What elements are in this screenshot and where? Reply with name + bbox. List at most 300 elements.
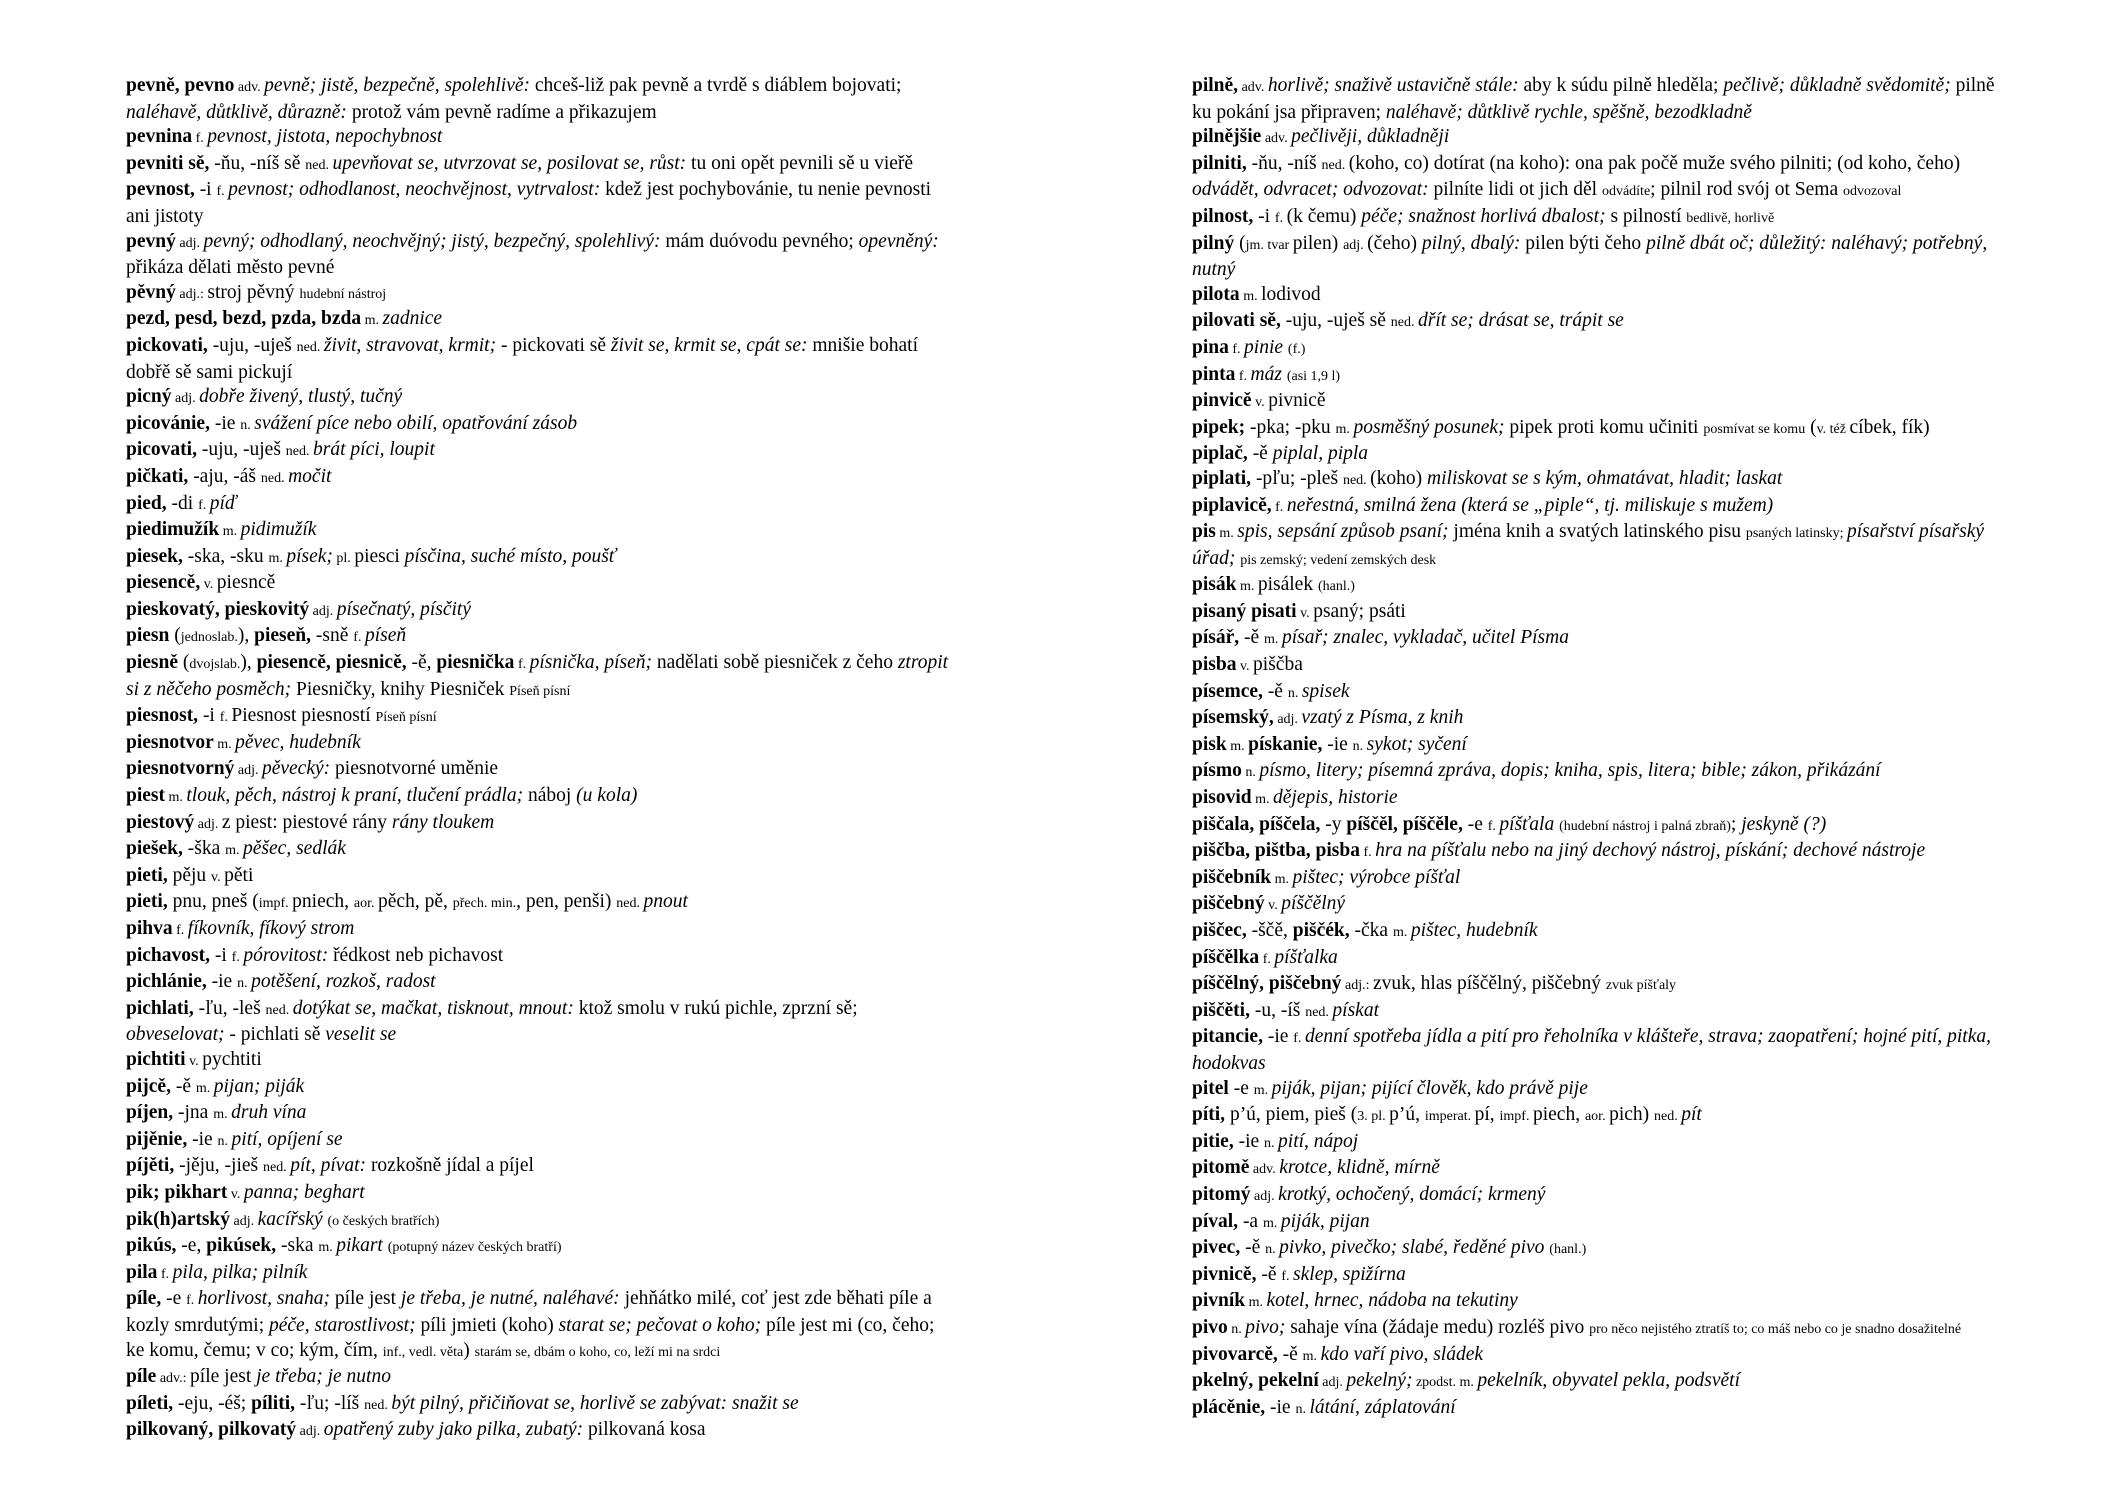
definition: pití, nápoj (1278, 1130, 1359, 1152)
headword: pilniti, (1192, 152, 1247, 174)
definition: denní spotřeba jídla a pití pro řeholníka v klášteře, strava; zaopatření; hojné pití, pitka, hodokvas (1192, 1026, 1992, 1074)
grammar-note: psaných latinsky; (1745, 526, 1847, 542)
headword: pilota (1192, 283, 1240, 305)
headword: pilně, (1192, 75, 1239, 96)
definition: píščělný (1281, 893, 1346, 915)
definition: svážení píce nebo obilí, opatřování zásob (254, 412, 578, 434)
headword: piščba, pištba, pisba (1192, 840, 1360, 862)
dictionary-entry (126, 1208, 954, 1235)
entry-text: -uju, -uješ (207, 334, 297, 356)
dictionary-entry (126, 334, 954, 385)
headword: pickovati, (126, 334, 208, 356)
entry-text: -ě (1239, 627, 1265, 649)
definition: zadnice (382, 308, 443, 330)
dictionary-entry (126, 1075, 954, 1102)
definition: pila, pilka; pilník (172, 1261, 308, 1283)
dictionary-entry (1192, 74, 2014, 125)
grammar-note: n. (1227, 1321, 1246, 1337)
grammar-note: m. (1302, 1348, 1321, 1364)
grammar-note: n. (217, 1133, 232, 1149)
definition: naléhavě, důtklivě, důrazně: (126, 101, 347, 123)
grammar-note: impf. (1499, 1109, 1533, 1125)
entry-text: -ľu, -leš (193, 997, 266, 1019)
definition: druh vína (231, 1102, 307, 1124)
definition: horlivě; snaživě ustavičně stále: (1267, 75, 1519, 96)
grammar-note: adj. (175, 235, 204, 251)
headword: piesně (126, 652, 179, 674)
entry-text: aby k súdu pilně hleděla; (1518, 75, 1724, 96)
entry-text: pipek proti komu učiniti (1504, 416, 1704, 438)
grammar-note: adj.: (1341, 978, 1374, 994)
dictionary-entry (126, 281, 954, 308)
entry-text: pisálek (1257, 574, 1318, 596)
entry-text: piesncě (216, 572, 276, 594)
grammar-note: impf. (258, 896, 293, 912)
grammar-note: m. (1251, 792, 1274, 808)
grammar-note: n. (1264, 1135, 1279, 1151)
entry-text: -ie (1265, 1396, 1296, 1418)
entry-text: pilníte lidi ot jich děl (1428, 179, 1602, 201)
grammar-note: f. (1274, 210, 1287, 226)
headword: písemský, (1192, 707, 1274, 729)
dictionary-entry (1192, 1210, 2014, 1237)
grammar-note: adv. (1238, 80, 1268, 95)
entry-text: ( (178, 652, 190, 674)
grammar-note: m. (225, 843, 244, 859)
headword: píle (126, 1366, 157, 1388)
definition: vzatý z Písma, z knih (1301, 707, 1464, 729)
entry-text: zvuk, hlas píščělný, piščebný (1373, 973, 1606, 995)
definition: pěvec, hudebník (235, 731, 361, 753)
entry-text: z piest: piestové rány (221, 811, 392, 833)
definition: pevně; jistě, bezpečně, spolehlivě: (264, 75, 531, 96)
definition: pekelník, obyvatel pekla, podsvětí (1477, 1370, 1740, 1392)
entry-text: chceš-liž pak pevně a tvrdě s diáblem bojovati; (530, 75, 902, 96)
definition: pevný; odhodlaný, neochvějný; jistý, bezpečný, spolehlivý: (203, 230, 661, 252)
headword: píščělný, piščebný (1192, 973, 1342, 995)
definition: spis, sepsání způsob psaní; (1237, 521, 1449, 543)
definition: kacířský (257, 1208, 323, 1230)
grammar-note: ned. (1390, 315, 1418, 331)
grammar-note: f. (1228, 341, 1245, 357)
grammar-note: hudební nástroj (299, 286, 387, 302)
dictionary-entry (1192, 706, 2014, 733)
headword: piščala, píščela, (1192, 813, 1321, 835)
entry-text: s pilností (1605, 205, 1687, 227)
grammar-note: n. (1295, 1401, 1310, 1417)
headword: pivo (1192, 1316, 1228, 1338)
definition: pěvecký: (261, 758, 331, 780)
dictionary-entry (126, 1154, 954, 1181)
entry-text: přikáza dělati město pevné (126, 257, 335, 279)
grammar-note: ned. (265, 1002, 293, 1018)
entry-text: -aju, -áš (188, 465, 261, 487)
grammar-note: imperat. (1424, 1109, 1475, 1125)
grammar-note: adj. (296, 1424, 324, 1440)
entry-text: -a (1238, 1210, 1263, 1232)
entry-text: piech, (1532, 1104, 1585, 1126)
entry-text: -eju, -éš; (173, 1392, 252, 1414)
headword: piesencě, (126, 572, 201, 594)
dictionary-entry (1192, 759, 2014, 786)
headword: pilkovaný, pilkovatý (126, 1419, 297, 1441)
grammar-note: ned. (616, 896, 644, 912)
headword: piest (126, 785, 165, 807)
entry-text: ; (1730, 813, 1742, 835)
headword: piščěti, (1192, 999, 1250, 1021)
dictionary-entry (126, 518, 954, 545)
entry-text: -e (1462, 813, 1488, 835)
grammar-note: m. (318, 1240, 337, 1256)
dictionary-entry (126, 1418, 954, 1445)
dictionary-entry (126, 178, 954, 229)
definition: pilný, dbalý: (1421, 232, 1521, 254)
dictionary-entry (126, 704, 954, 731)
headword: piedimužík (126, 519, 220, 541)
grammar-note: (f.) (1287, 341, 1306, 357)
headword: pilovati sě, (1192, 310, 1281, 332)
headword: pinvicě (1192, 390, 1252, 412)
grammar-note: odvádíte (1601, 184, 1651, 200)
headword: písář, (1192, 627, 1240, 649)
dictionary-entry (1192, 573, 2014, 600)
headword: pinta (1192, 363, 1236, 385)
right-column (1192, 74, 2014, 1422)
grammar-note: f. (1235, 368, 1251, 384)
headword: pivník (1192, 1290, 1246, 1312)
entry-text: sahaje vína (žádaje medu) rozléš pivo (1285, 1316, 1590, 1338)
dictionary-entry (1192, 946, 2014, 973)
dictionary-entry (1192, 1369, 2014, 1396)
grammar-note: přech. min. (452, 896, 517, 912)
grammar-note: m. (1239, 288, 1262, 304)
dictionary-entry (1192, 232, 2014, 283)
definition: piják, pijan; pijící člověk, kdo právě pije (1271, 1077, 1588, 1099)
entry-text: piesnotvorné uměnie (330, 758, 499, 780)
headword: píliti, (251, 1392, 295, 1414)
dictionary-entry (126, 784, 954, 811)
grammar-note: ned. (1321, 157, 1349, 173)
entry-text: -jna (173, 1102, 214, 1124)
headword: piešek, (126, 838, 183, 860)
grammar-note: adj. (194, 816, 222, 832)
definition: pít (1681, 1104, 1702, 1126)
definition: pinie (1244, 336, 1284, 358)
dictionary-entry (126, 545, 954, 572)
grammar-note: v. (211, 869, 225, 885)
headword: pilnost, (1192, 205, 1254, 227)
headword: pilnějšie (1192, 126, 1262, 148)
entry-text: -y (1320, 813, 1347, 835)
dictionary-entry (1192, 1316, 2014, 1343)
headword: píle, (126, 1288, 162, 1310)
grammar-note: adj. (171, 391, 200, 407)
definition: rány tloukem (391, 811, 495, 833)
definition: kdo vaří pivo, sládek (1320, 1343, 1484, 1365)
grammar-note: posmívat se komu (1703, 421, 1806, 437)
entry-text: -pka; -pku (1245, 416, 1336, 438)
headword: piјěnie, (126, 1128, 188, 1150)
definition: máz (1250, 363, 1282, 385)
grammar-note: m. (361, 313, 383, 329)
headword: picovati, (126, 439, 197, 461)
grammar-note: m. (1245, 1295, 1267, 1311)
dictionary-entry (1192, 892, 2014, 919)
headword: piestový (126, 811, 195, 833)
headword: pičkati, (126, 465, 189, 487)
dictionary-entry (1192, 389, 2014, 416)
dictionary-entry (126, 74, 954, 125)
definition: péče; snažnost horlivá dbalost; (1361, 205, 1606, 227)
entry-text: -ľu; -líš (295, 1392, 365, 1414)
entry-text: pilně ku pokání jsa připraven; (1192, 75, 1995, 123)
definition: písečnatý, písčitý (336, 598, 472, 620)
dictionary-entry (126, 864, 954, 891)
dictionary-entry (1192, 626, 2014, 653)
grammar-note: n. (1265, 1242, 1280, 1258)
headword: pihva (126, 918, 173, 939)
grammar-note: (potupný název českých bratří) (387, 1240, 562, 1256)
headword: pevný (126, 230, 176, 252)
left-column (126, 74, 954, 1445)
dictionary-entry (1192, 205, 2014, 232)
entry-text: -u, -íš (1249, 999, 1306, 1021)
grammar-note: f. (1271, 499, 1287, 515)
entry-text: -ě (170, 1075, 196, 1097)
grammar-note: bedlivě, horlivě (1686, 210, 1775, 226)
entry-text: -ě (1247, 443, 1273, 465)
grammar-note: odvozoval (1843, 184, 1902, 200)
entry-text: pí, (1474, 1104, 1500, 1126)
dictionary-entry (1192, 972, 2014, 999)
definition: živit se, krmit se, cpát se: (610, 334, 808, 356)
definition: písař; znalec, vykladač, učitel Písma (1281, 627, 1569, 649)
grammar-note: f. (219, 710, 232, 726)
grammar-note: f. (198, 497, 210, 513)
entry-text: náboj (523, 785, 577, 807)
headword: pisovid (1192, 787, 1252, 809)
entry-text: pychtiti (202, 1048, 262, 1070)
grammar-note: v. (1236, 659, 1254, 675)
grammar-note: jm. tvar (1245, 237, 1293, 253)
headword: píščěl, píščěle, (1346, 813, 1463, 835)
grammar-note: m. (1264, 632, 1282, 648)
grammar-note: f. (1487, 818, 1500, 834)
grammar-note: m. (268, 550, 287, 566)
dictionary-entry (126, 944, 954, 971)
dictionary-entry (1192, 1396, 2014, 1423)
headword: pichtiti (126, 1048, 186, 1070)
definition: pidimužík (240, 519, 317, 541)
definition: písnička, píseň; (529, 652, 652, 674)
entry-text: protož vám pevně radíme a přikazujem (346, 101, 657, 123)
headword: piplati, (1192, 467, 1252, 489)
entry-text: -ě (1256, 1263, 1282, 1285)
grammar-note: adv. (1261, 131, 1292, 147)
grammar-note: (hanl.) (1317, 579, 1355, 595)
definition: spisek (1301, 680, 1350, 702)
grammar-note: v. (227, 1186, 244, 1202)
entry-text: pniech, (292, 891, 354, 913)
headword: píti, (1192, 1104, 1226, 1126)
grammar-note: (hanl.) (1549, 1242, 1587, 1258)
dictionary-entry (1192, 416, 2014, 443)
headword: pivec, (1192, 1237, 1241, 1259)
grammar-note: m. (1392, 925, 1411, 940)
entry-text: -ě (1262, 680, 1288, 702)
headword: pískanie, (1248, 733, 1323, 755)
entry-text: (k čemu) (1286, 205, 1362, 227)
grammar-note: v. (185, 1053, 203, 1069)
definition: obveselovat; (126, 1024, 225, 1046)
dictionary-entry (126, 307, 954, 334)
grammar-note: aor. (353, 896, 379, 912)
grammar-note: zvuk píšťaly (1605, 978, 1677, 994)
headword: piščebník (1192, 866, 1272, 888)
grammar-note: pl. (332, 550, 355, 566)
entry-text: , pen, penši) (516, 891, 617, 913)
grammar-note: inf., vedl. věta (382, 1344, 464, 1360)
dictionary-entry (1192, 125, 2014, 152)
grammar-note: f. (216, 184, 229, 200)
entry-text: píle jest (190, 1366, 257, 1388)
grammar-note: adj. (234, 763, 262, 779)
grammar-note: m. (1226, 738, 1249, 754)
grammar-note: f. (192, 131, 208, 147)
entry-text: ) (463, 1339, 475, 1361)
entry-text: ; pilnil rod svój ot Sema (1650, 179, 1844, 201)
headword: pisaný pisati (1192, 600, 1297, 622)
headword: pik(h)artský (126, 1208, 231, 1230)
grammar-note: m. (1262, 1215, 1281, 1231)
grammar-note: m. (219, 524, 241, 540)
definition: pít, pívat: (290, 1155, 367, 1177)
dictionary-entry (126, 997, 954, 1048)
grammar-note: n. (240, 417, 255, 433)
entry-text: -ňu, -níš (1246, 152, 1322, 174)
entry-text: -i (198, 705, 220, 727)
dictionary-entry (126, 125, 954, 152)
grammar-note: m. (1215, 526, 1238, 542)
dictionary-entry (1192, 1289, 2014, 1316)
entry-text: -ie (1322, 733, 1353, 755)
dictionary-entry (126, 230, 954, 281)
entry-text: -ie (187, 1128, 218, 1150)
grammar-note: adv.: (156, 1371, 191, 1387)
grammar-note: ned. (263, 1160, 291, 1176)
entry-text: -ě (1240, 1237, 1266, 1259)
headword: pichavost, (126, 944, 210, 966)
grammar-note: (o českých bratřích) (327, 1213, 440, 1229)
dictionary-entry (1192, 1343, 2014, 1370)
dictionary-entry (1192, 1130, 2014, 1157)
headword: plácěnie, (1192, 1396, 1266, 1418)
dictionary-entry (126, 1101, 954, 1128)
headword: pieskovatý, pieskovitý (126, 598, 310, 620)
headword: piesn (126, 625, 170, 647)
grammar-note: f. (1360, 845, 1376, 861)
entry-text: kdež jest pochybovánie, tu nenie pevnosti ani jistoty (126, 179, 932, 227)
grammar-note: 3. pl. (1357, 1109, 1390, 1125)
headword: pila (126, 1261, 158, 1283)
dictionary-entry (1192, 653, 2014, 680)
entry-text: -pľu; -pleš (1251, 467, 1343, 489)
definition: pijan; piják (213, 1075, 305, 1097)
headword: piplač, (1192, 443, 1248, 465)
definition: pískat (1332, 999, 1380, 1021)
definition: tlouk, pěch, nástroj k praní, tlučení prádla; (186, 785, 524, 807)
dictionary-entry (126, 1287, 954, 1365)
grammar-note: f. (1281, 1268, 1294, 1284)
grammar-note: adv. (234, 80, 265, 95)
definition: piplal, pipla (1272, 443, 1369, 465)
dictionary-entry (126, 1181, 954, 1208)
headword: pipek; (1192, 416, 1246, 438)
grammar-note: v. (1296, 605, 1314, 621)
dictionary-entry (126, 598, 954, 625)
headword: pitomě (1192, 1157, 1250, 1179)
grammar-note: ned. (305, 157, 333, 173)
headword: píščělka (1192, 946, 1260, 968)
entry-text: pivnicě (1268, 390, 1326, 412)
entry-text: pilen) (1292, 232, 1344, 254)
entry-text: -uju, -uješ (196, 439, 286, 461)
definition: pěšec, sedlák (243, 838, 346, 860)
entry-text: ), (240, 652, 257, 674)
entry-text: pěti (224, 864, 254, 886)
definition: pečlivěji, důkladněji (1291, 126, 1450, 148)
headword: pisk (1192, 733, 1227, 755)
headword: pivnicě, (1192, 1263, 1257, 1285)
grammar-note: adj.: (175, 286, 208, 302)
dictionary-entry (126, 917, 954, 944)
entry-text: (čeho) (1367, 232, 1422, 254)
headword: pevnost, (126, 179, 195, 201)
dictionary-entry (126, 465, 954, 492)
dictionary-entry (1192, 1156, 2014, 1183)
definition: krotký, ochočený, domácí; krmený (1278, 1183, 1546, 1205)
entry-text: -ie (206, 971, 238, 993)
grammar-note: ned. (1305, 1004, 1333, 1020)
entry-text: cíbek, fík) (1849, 416, 1930, 438)
dictionary-entry (126, 571, 954, 598)
dictionary-entry (126, 152, 954, 179)
grammar-note: v. (1264, 898, 1282, 914)
grammar-note: m. (195, 1080, 214, 1096)
entry-text: -sně (311, 625, 354, 647)
headword: píval, (1192, 1210, 1239, 1232)
entry-text: piesci (354, 545, 405, 567)
entry-text: -e (1228, 1077, 1254, 1099)
entry-text: mám duóvodu pevného; (660, 230, 859, 252)
grammar-note: m. (213, 1107, 232, 1123)
definition: pivo; (1245, 1316, 1286, 1338)
grammar-note: Píseň písní (509, 683, 571, 699)
headword: pitel (1192, 1077, 1229, 1099)
entry-text: Piesnost piesností (231, 705, 376, 727)
headword: pis (1192, 521, 1216, 543)
definition: dřít se; drásat se, trápit se (1418, 310, 1624, 332)
entry-text: -jěju, -jieš (174, 1155, 264, 1177)
dictionary-entry (1192, 152, 2014, 205)
headword: piščék, (1292, 920, 1350, 941)
dictionary-entry (1192, 1263, 2014, 1290)
headword: pevniti sě, (126, 152, 210, 174)
definition: pikart (336, 1235, 383, 1257)
definition: pištec; výrobce píšťal (1292, 866, 1461, 888)
grammar-note: adj. (1343, 237, 1368, 253)
entry-text: - pickovati sě (496, 334, 611, 356)
